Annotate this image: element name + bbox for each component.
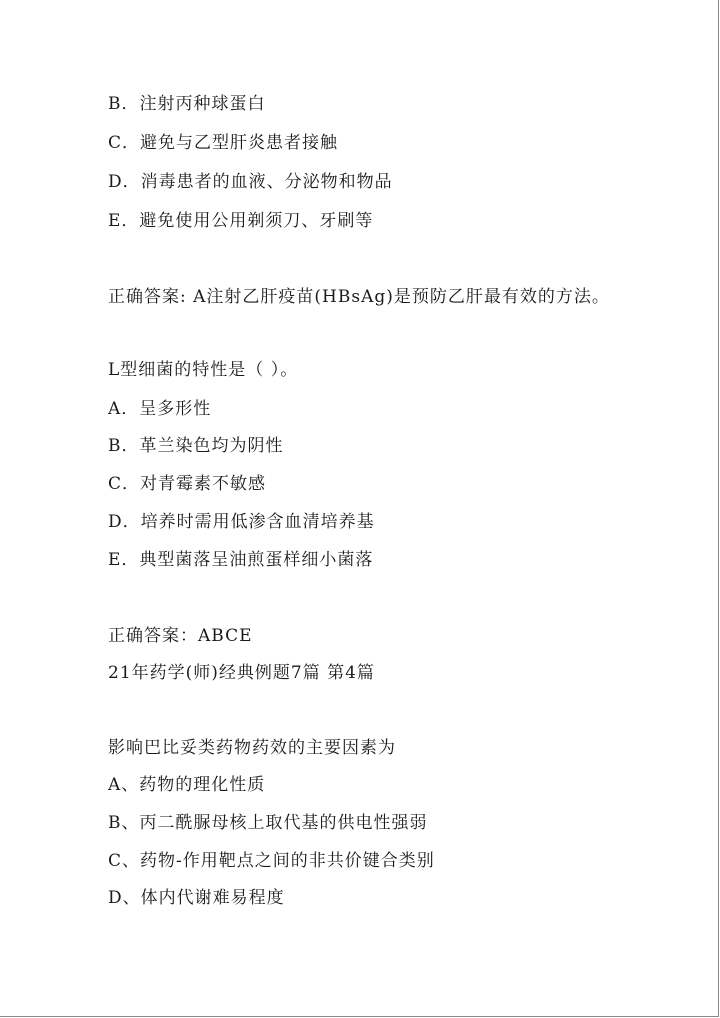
q2-option-a: A．呈多形性 — [108, 399, 212, 419]
q3-stem: 影响巴比妥类药物药效的主要因素为 — [108, 738, 396, 758]
q2-option-d: D．培养时需用低渗含血清培养基 — [108, 512, 375, 532]
section-heading: 21年药学(师)经典例题7篇 第4篇 — [108, 663, 375, 683]
q3-option-d: D、体内代谢难易程度 — [108, 888, 285, 908]
q1-option-e: E．避免使用公用剃须刀、牙刷等 — [108, 211, 374, 231]
q2-option-b: B．革兰染色均为阴性 — [108, 436, 284, 456]
q3-option-a: A、药物的理化性质 — [108, 775, 266, 795]
q1-option-b: B．注射丙种球蛋白 — [108, 94, 266, 114]
q3-option-c: C、药物-作用靶点之间的非共价键合类别 — [108, 851, 435, 871]
q1-answer: 正确答案: A注射乙肝疫苗(HBsAg)是预防乙肝最有效的方法。 — [108, 287, 610, 307]
q2-answer: 正确答案：ABCE — [108, 626, 253, 646]
q1-option-d: D．消毒患者的血液、分泌物和物品 — [108, 172, 393, 192]
q2-stem: L型细菌的特性是（ ）。 — [108, 360, 299, 380]
q3-option-b: B、丙二酰脲母核上取代基的供电性强弱 — [108, 813, 428, 833]
q1-option-c: C．避免与乙型肝炎患者接触 — [108, 133, 339, 153]
q2-option-e: E．典型菌落呈油煎蛋样细小菌落 — [108, 550, 374, 570]
q2-option-c: C．对青霉素不敏感 — [108, 474, 267, 494]
